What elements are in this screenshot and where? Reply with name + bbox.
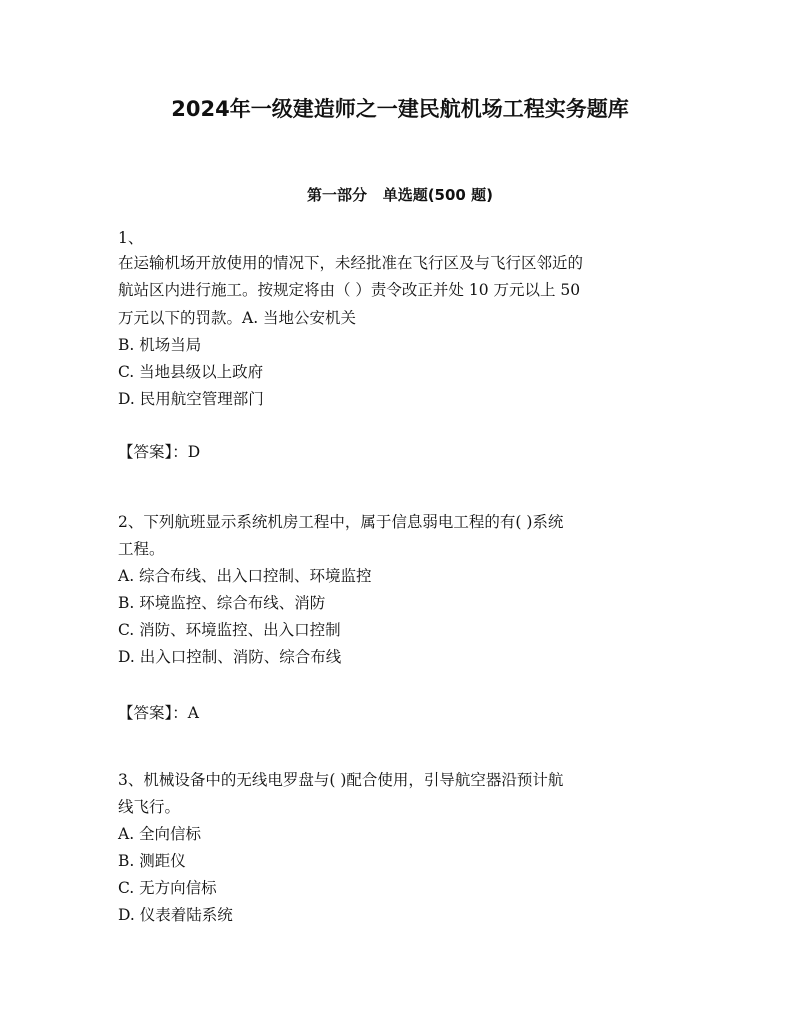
question-3-option-a: A. 全向信标 <box>118 825 202 843</box>
question-1-stem-line-1: 在运输机场开放使用的情况下，未经批准在飞行区及与飞行区邻近的 <box>118 254 584 272</box>
question-2-stem-line-2: 工程。 <box>118 540 165 558</box>
question-2-option-c: C. 消防、环境监控、出入口控制 <box>118 621 341 639</box>
question-3-stem-line-1: 3、机械设备中的无线电罗盘与( )配合使用，引导航空器沿预计航 <box>118 771 564 789</box>
question-2-stem-line-1: 2、下列航班显示系统机房工程中，属于信息弱电工程的有( )系统 <box>118 513 564 531</box>
question-2-option-b: B. 环境监控、综合布线、消防 <box>118 594 326 612</box>
question-1-option-d: D. 民用航空管理部门 <box>118 390 264 408</box>
question-3-option-b: B. 测距仪 <box>118 852 186 870</box>
question-1-stem-line-2: 航站区内进行施工。按规定将由（ ）责令改正并处 10 万元以上 50 <box>118 281 581 299</box>
question-2-option-d: D. 出入口控制、消防、综合布线 <box>118 648 342 666</box>
question-1-option-b: B. 机场当局 <box>118 336 202 354</box>
question-1-option-c: C. 当地县级以上政府 <box>118 363 264 381</box>
question-3-stem-line-2: 线飞行。 <box>118 798 181 816</box>
question-1-answer: 【答案】：D <box>118 443 201 461</box>
question-3-option-d: D. 仪表着陆系统 <box>118 906 233 924</box>
question-2-option-a: A. 综合布线、出入口控制、环境监控 <box>118 567 372 585</box>
question-1-stem-line-3: 万元以下的罚款。A. 当地公安机关 <box>118 309 357 327</box>
page-title: 2024年一级建造师之一建民航机场工程实务题库 <box>171 97 629 121</box>
question-2-answer: 【答案】：A <box>118 704 199 722</box>
question-3-option-c: C. 无方向信标 <box>118 879 217 897</box>
section-heading: 第一部分 单选题(500 题) <box>307 186 493 204</box>
question-1-number: 1、 <box>118 229 144 247</box>
